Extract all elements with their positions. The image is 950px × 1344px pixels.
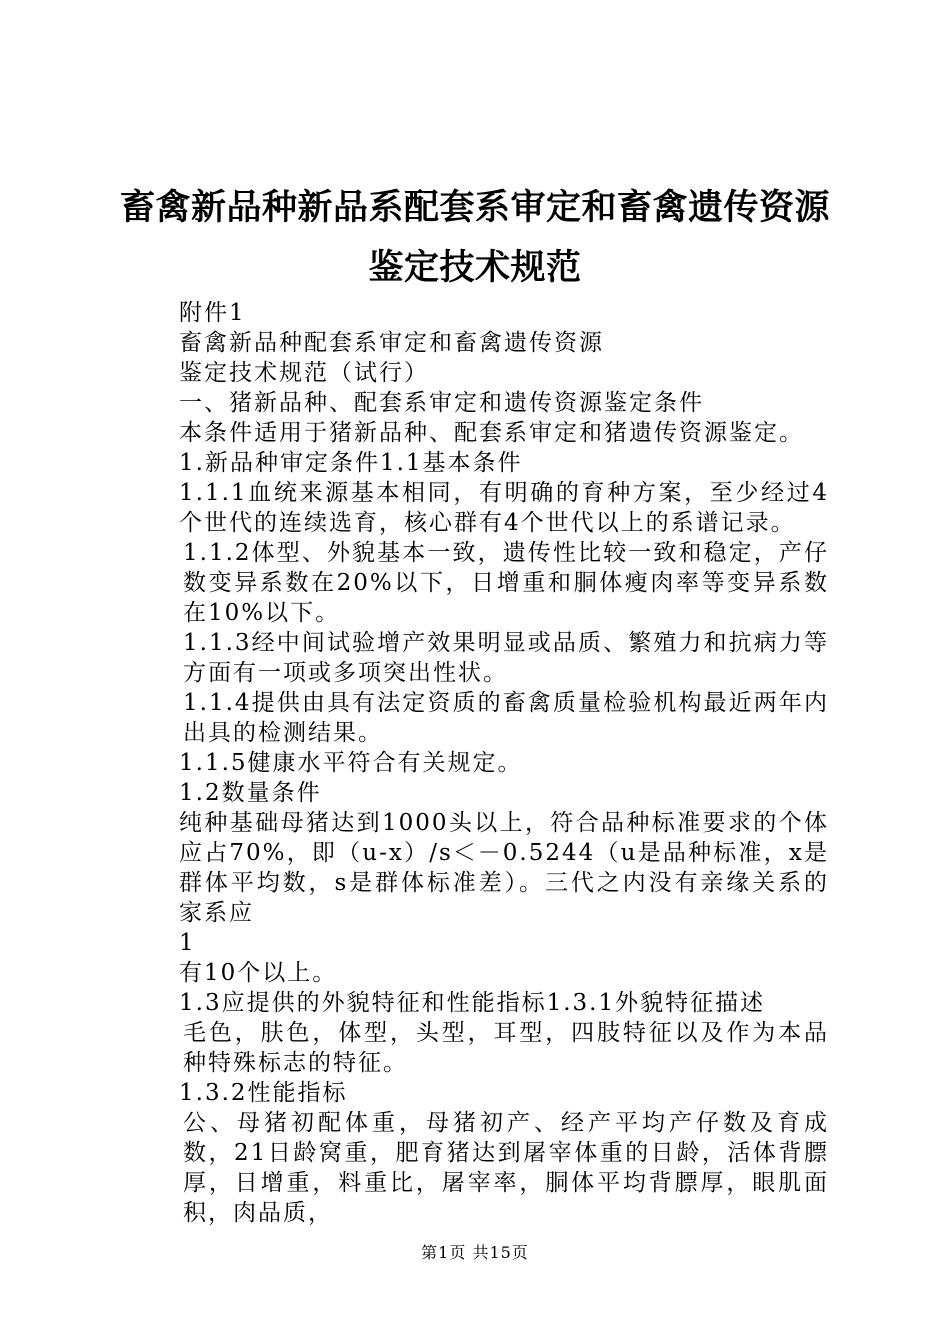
subtitle-line-2: 鉴定技术规范（试行） <box>179 360 429 386</box>
paragraph-quantity: 纯种基础母猪达到1000头以上，符合品种标准要求的个体应占70%，即（u-x）/s＜－0.5244（u是品种标准，x是群体平均数，s是群体标准差）。三代之内没有亲缘关系的家系应 <box>179 810 829 926</box>
page-number: 第1页 共15页 <box>421 1243 529 1262</box>
clause-heading: 1.2数量条件 <box>179 780 322 806</box>
subtitle-line-1: 畜禽新品种配套系审定和畜禽遗传资源 <box>179 330 604 356</box>
paragraph-scope: 本条件适用于猪新品种、配套系审定和猪遗传资源鉴定。 <box>179 420 804 446</box>
section-heading: 一、猪新品种、配套系审定和遗传资源鉴定条件 <box>179 390 704 416</box>
paragraph-continuation: 有10个以上。 <box>179 960 338 986</box>
clause-heading: 1.3应提供的外貌特征和性能指标1.3.1外貌特征描述 <box>179 990 766 1016</box>
clause-1-1-4: 1.1.4提供由具有法定资质的畜禽质量检验机构最近两年内出具的检测结果。 <box>183 690 829 746</box>
clause-1-1-3: 1.1.3经中间试验增产效果明显或品质、繁殖力和抗病力等方面有一项或多项突出性状。 <box>183 630 829 686</box>
clause-heading: 1.3.2性能指标 <box>179 1080 348 1106</box>
document-title-line-2: 鉴定技术规范 <box>368 248 582 288</box>
attachment-label: 附件1 <box>179 300 246 326</box>
document-title-line-1: 畜禽新品种新品系配套系审定和畜禽遗传资源 <box>119 188 830 228</box>
clause-1-1-2: 1.1.2体型、外貌基本一致，遗传性比较一致和稳定，产仔数变异系数在20%以下，日增重和胴体瘦肉率等变异系数在10%以下。 <box>183 540 829 626</box>
clause-heading: 1.新品种审定条件1.1基本条件 <box>179 450 523 476</box>
document-body <box>129 298 829 1228</box>
clause-1-1-1: 1.1.1血统来源基本相同，有明确的育种方案，至少经过4个世代的连续选育，核心群有4个世代以上的系谱记录。 <box>179 480 829 536</box>
paragraph-performance: 公、母猪初配体重，母猪初产、经产平均产仔数及育成数，21日龄窝重，肥育猪达到屠宰体重的日龄，活体背膘厚，日增重，料重比，屠宰率，胴体平均背膘厚，眼肌面积，肉品质， <box>183 1110 829 1226</box>
clause-1-1-5: 1.1.5健康水平符合有关规定。 <box>179 750 523 776</box>
stray-page-marker: 1 <box>179 930 196 956</box>
paragraph-appearance: 毛色，肤色，体型，头型，耳型，四肢特征以及作为本品种特殊标志的特征。 <box>183 1020 829 1076</box>
